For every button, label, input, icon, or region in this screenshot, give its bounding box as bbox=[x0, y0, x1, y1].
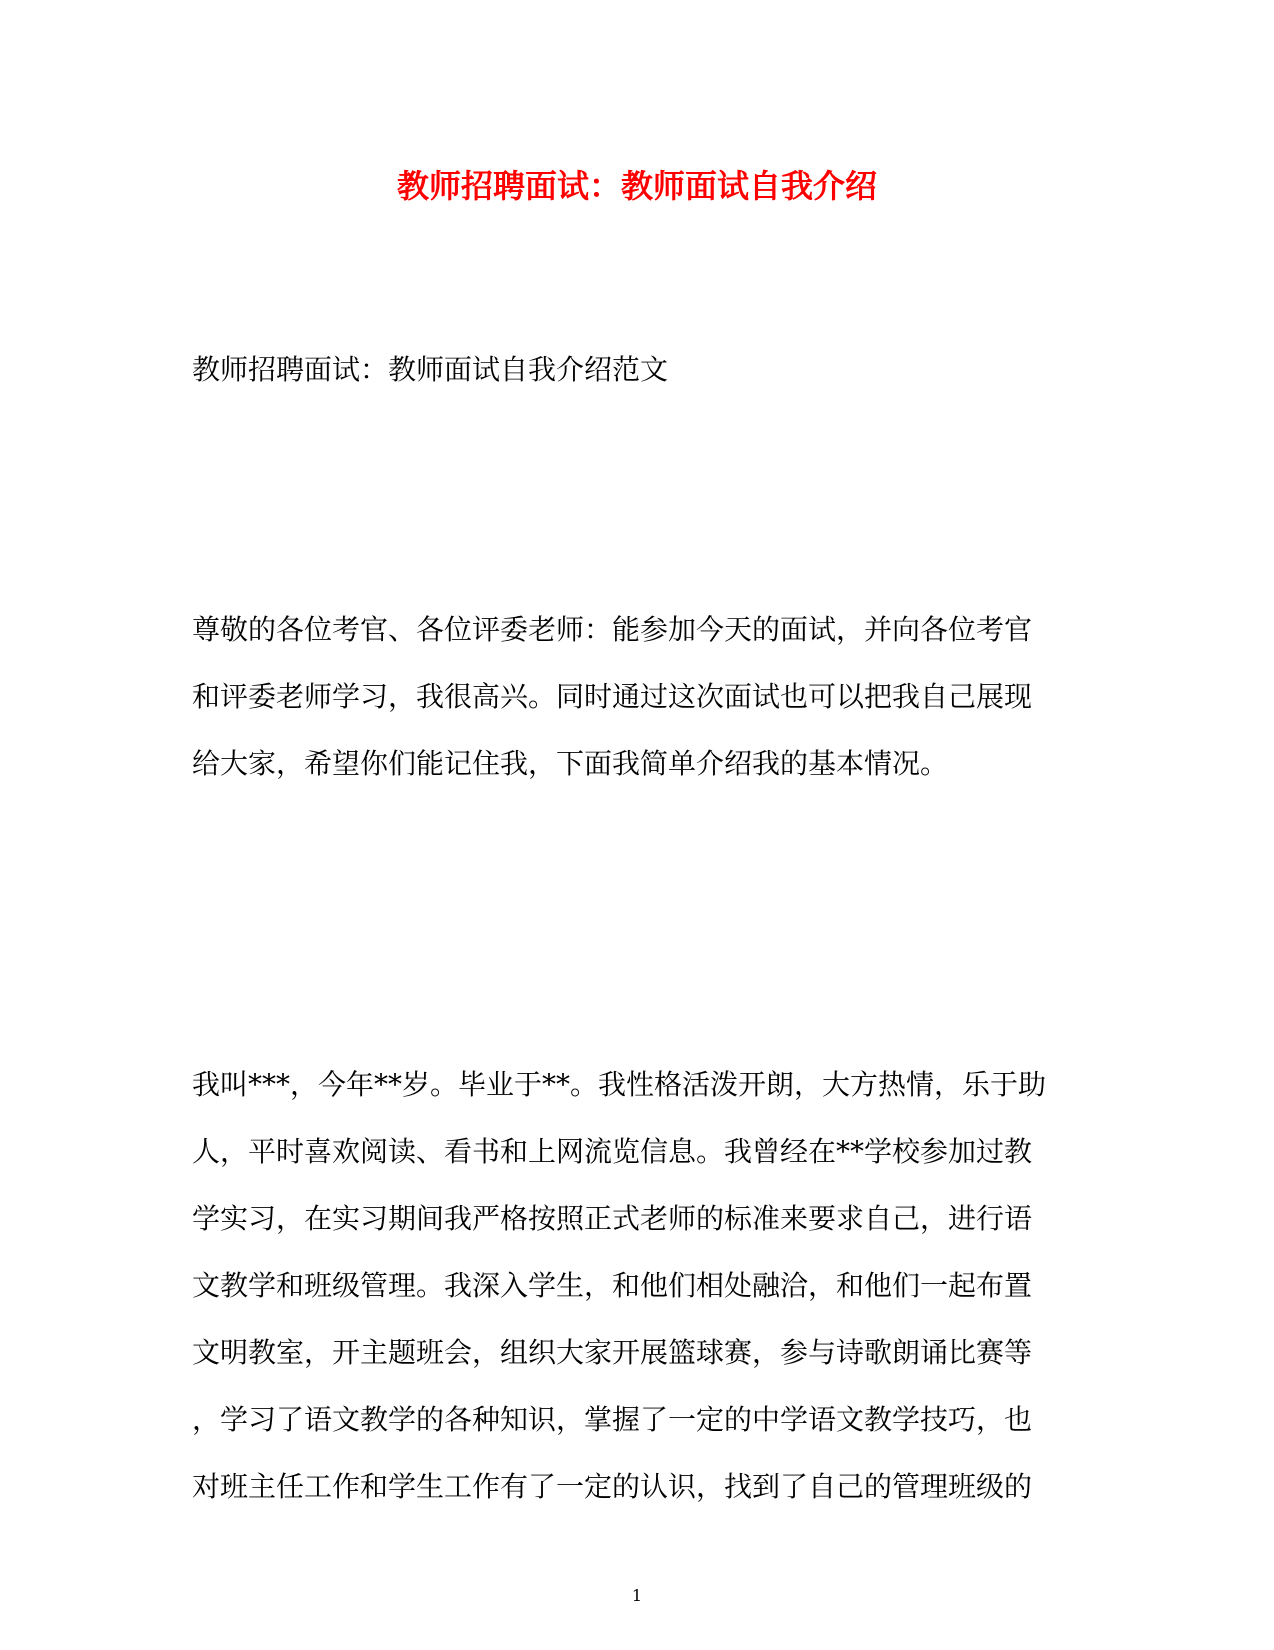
page-number: 1 bbox=[631, 1586, 643, 1605]
paragraph-line: 人，平时喜欢阅读、看书和上网流览信息。我曾经在**学校参加过教 bbox=[192, 1135, 1033, 1168]
paragraph-introduction bbox=[192, 1065, 1092, 1534]
paragraph-line: 我叫***，今年**岁。毕业于**。我性格活泼开朗，大方热情，乐于助 bbox=[192, 1068, 1047, 1101]
paragraph-line: 学实习，在实习期间我严格按照正式老师的标准来要求自己，进行语 bbox=[192, 1202, 1033, 1235]
document-subtitle: 教师招聘面试：教师面试自我介绍范文 bbox=[192, 353, 669, 386]
paragraph-line: ，学习了语文教学的各种知识，掌握了一定的中学语文教学技巧，也 bbox=[192, 1403, 1033, 1436]
paragraph-greeting bbox=[192, 610, 1092, 811]
paragraph-line: 尊敬的各位考官、各位评委老师：能参加今天的面试，并向各位考官 bbox=[192, 613, 1033, 646]
document-title: 教师招聘面试：教师面试自我介绍 bbox=[396, 167, 877, 205]
paragraph-line: 给大家，希望你们能记住我，下面我简单介绍我的基本情况。 bbox=[192, 747, 949, 780]
paragraph-line: 对班主任工作和学生工作有了一定的认识，找到了自己的管理班级的 bbox=[192, 1470, 1033, 1503]
paragraph-line: 文教学和班级管理。我深入学生，和他们相处融洽，和他们一起布置 bbox=[192, 1269, 1033, 1302]
paragraph-line: 和评委老师学习，我很高兴。同时通过这次面试也可以把我自己展现 bbox=[192, 680, 1033, 713]
paragraph-line: 文明教室，开主题班会，组织大家开展篮球赛，参与诗歌朗诵比赛等 bbox=[192, 1336, 1033, 1369]
